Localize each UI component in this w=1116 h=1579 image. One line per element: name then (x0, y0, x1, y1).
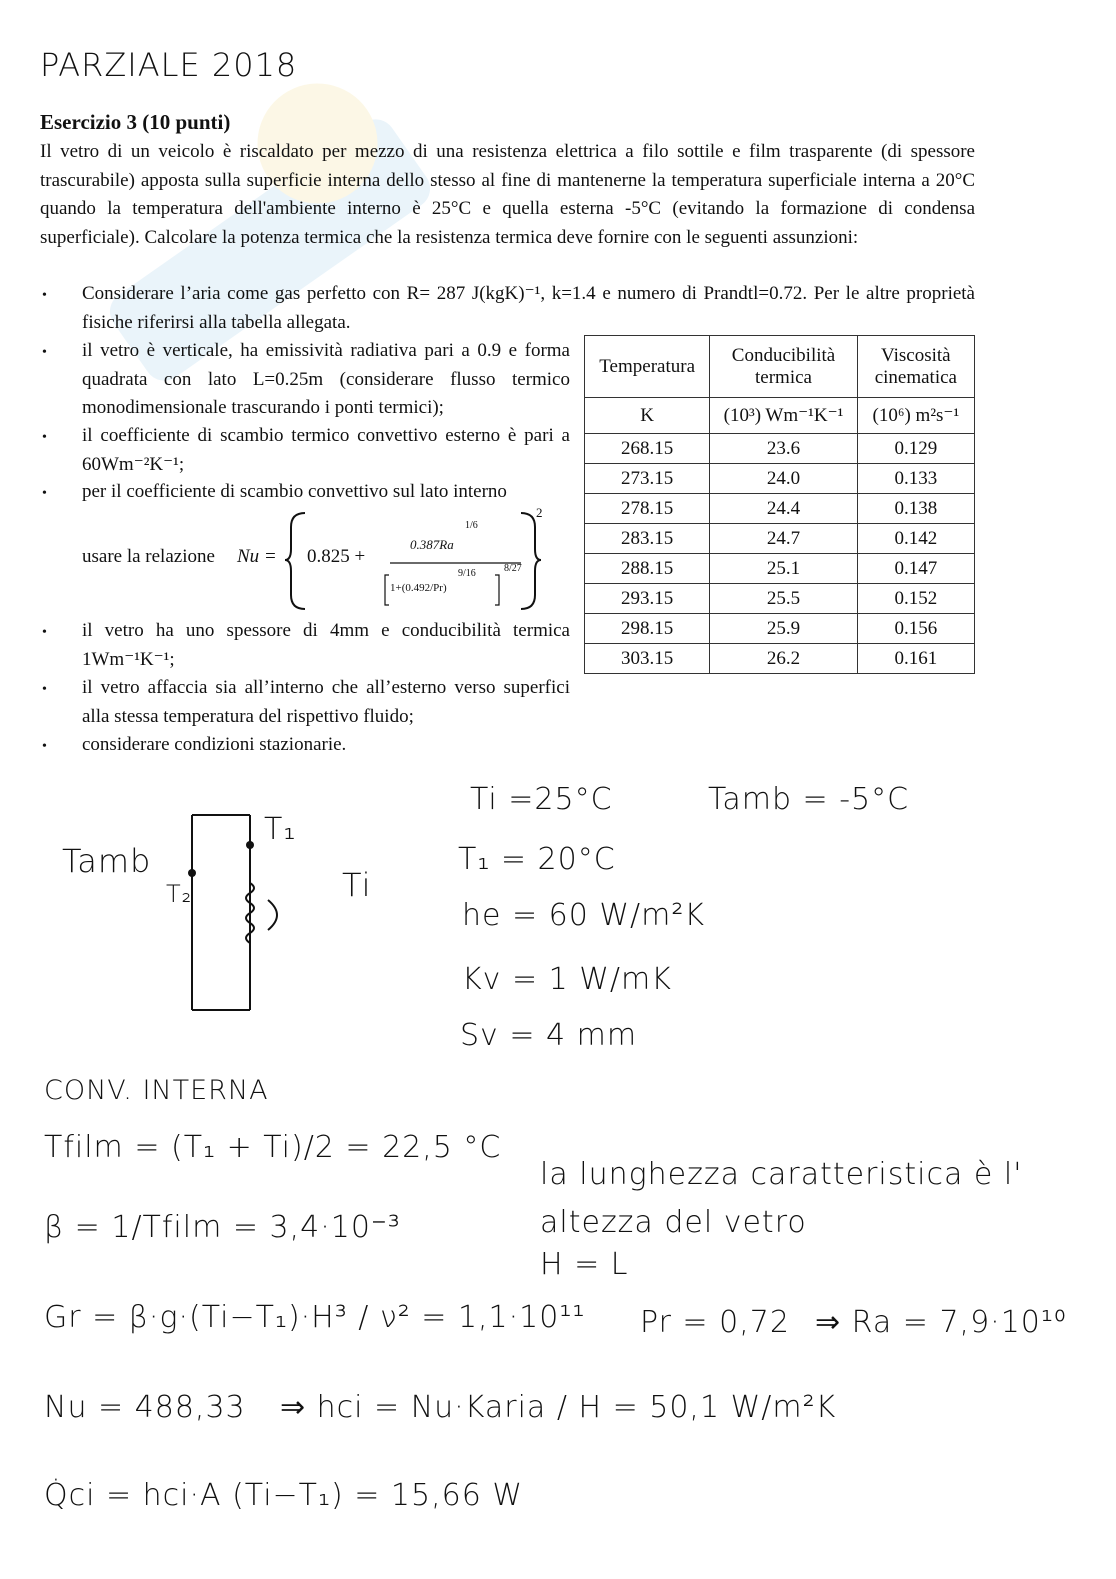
bullet-7: considerare condizioni stazionarie. (82, 734, 347, 755)
sketch-label-ti: Ti (342, 866, 372, 904)
note-he: he = 60 W/m²K (462, 898, 706, 933)
table-cell: 23.6 (710, 434, 857, 464)
bullet-icon: • (42, 345, 47, 360)
note-kv: Kv = 1 W/mK (462, 962, 672, 997)
bullet-icon: • (42, 625, 47, 640)
table-cell: 24.7 (710, 524, 857, 554)
note-sv: Sv = 4 mm (460, 1018, 638, 1053)
table-unit: (10⁶) m²s⁻¹ (857, 398, 974, 434)
table-cell: 0.142 (857, 524, 974, 554)
bullet-icon: • (42, 430, 47, 445)
table-cell: 0.138 (857, 494, 974, 524)
formula-lead: usare la relazione (82, 546, 215, 567)
table-header: Viscosità cinematica (857, 336, 974, 398)
table-cell: 293.15 (585, 584, 710, 614)
bullet-icon: • (42, 288, 47, 303)
exercise-intro: Il vetro di un veicolo è riscaldato per mezzo di una resistenza elettrica a filo sottile e film trasparente (di spessore trascurabile) apposta sulla superficie interna dello stesso al fine di mantenerne la temperatura superficiale interna a 20°C quando la temperatura dell'ambiente interno è 25°C e quella esterna -5°C (evitando la formazione di condensa superficiale). Calcolare la potenza termica che la resistenza termica deve fornire con le seguenti assunzioni: (40, 141, 975, 248)
table-cell: 0.133 (857, 464, 974, 494)
bullet-icon: • (42, 682, 47, 697)
bullet-2: il vetro è verticale, ha emissività radiativa pari a 0.9 e forma quadrata con lato L=0.25m (considerare flusso termico monodimensionale trascurando i ponti termici); (82, 340, 570, 418)
formula-exp-outer: 2 (536, 505, 543, 520)
calc-gr: Gr = β·g·(Ti−T₁)·H³ / ν² = 1,1·10¹¹ (44, 1300, 586, 1335)
table-cell: 25.1 (710, 554, 857, 584)
formula-exp-num: 1/6 (465, 520, 478, 531)
table-unit: K (585, 398, 710, 434)
bullet-4: per il coefficiente di scambio convettivo sul lato interno (82, 481, 507, 502)
table-unit: (10³) Wm⁻¹K⁻¹ (710, 398, 857, 434)
calc-tfilm: Tfilm = (T₁ + Ti)/2 = 22,5 °C (44, 1130, 502, 1165)
bullet-6: il vetro affaccia sia all’interno che all’esterno verso superfici alla stessa temperatura del rispettivo fluido; (82, 677, 570, 727)
calc-beta: β = 1/Tfilm = 3,4·10⁻³ (44, 1210, 401, 1245)
bullet-5: il vetro ha uno spessore di 4mm e conducibilità termica 1Wm⁻¹K⁻¹; (82, 620, 570, 670)
table-cell: 0.147 (857, 554, 974, 584)
formula-nu: Nu = (237, 546, 277, 567)
sketch-label-t2: T₂ (166, 880, 193, 908)
sketch-label-t1: T₁ (264, 812, 297, 847)
page-title: PARZIALE 2018 (40, 46, 298, 84)
table-header: Conducibilità termica (710, 336, 857, 398)
formula-numerator: 0.387Ra (410, 537, 454, 552)
table-cell: 0.161 (857, 644, 974, 674)
calc-pr: Pr = 0,72 (640, 1305, 790, 1340)
calc-ra: ⇒ Ra = 7,9·10¹⁰ (815, 1305, 1067, 1340)
table-cell: 273.15 (585, 464, 710, 494)
formula-const: 0.825 + (307, 546, 366, 567)
table-cell: 288.15 (585, 554, 710, 584)
note-line-2: altezza del vetro (540, 1205, 807, 1240)
bullet-icon: • (42, 486, 47, 501)
table-cell: 268.15 (585, 434, 710, 464)
table-cell: 0.129 (857, 434, 974, 464)
note-t1: T₁ = 20°C (458, 842, 616, 877)
table-cell: 26.2 (710, 644, 857, 674)
table-cell: 25.5 (710, 584, 857, 614)
note-ti: Ti =25°C (470, 782, 613, 817)
calc-nu: Nu = 488,33 (44, 1390, 246, 1425)
table-cell: 278.15 (585, 494, 710, 524)
note-tamb: Tamb = -5°C (708, 782, 910, 817)
sketch-label-tamb: Tamb (62, 842, 152, 880)
calc-qci: Q̇ci = hci·A (Ti−T₁) = 15,66 W (44, 1478, 524, 1513)
formula-exp-den: 8/27 (504, 563, 522, 574)
table-cell: 0.156 (857, 614, 974, 644)
table-header: Temperatura (585, 336, 710, 398)
formula-exp-inner: 9/16 (458, 568, 476, 579)
note-line-3: H = L (540, 1247, 629, 1282)
table-cell: 25.9 (710, 614, 857, 644)
calc-hci: ⇒ hci = Nu·Karia / H = 50,1 W/m²K (280, 1390, 837, 1425)
exercise-heading: Esercizio 3 (10 punti) (40, 110, 231, 134)
table-cell: 283.15 (585, 524, 710, 554)
table-cell: 0.152 (857, 584, 974, 614)
note-line-1: la lunghezza caratteristica è l' (540, 1157, 1023, 1192)
table-cell: 298.15 (585, 614, 710, 644)
table-cell: 24.4 (710, 494, 857, 524)
bullet-1: Considerare l’aria come gas perfetto con R= 287 J(kgK)⁻¹, k=1.4 e numero di Prandtl=0.72. Per le altre proprietà fisiche riferirsi alla tabella allegata. (82, 283, 975, 333)
table-cell: 24.0 (710, 464, 857, 494)
properties-table (584, 335, 975, 674)
formula-denominator: 1+(0.492/Pr) (390, 582, 447, 594)
table-cell: 303.15 (585, 644, 710, 674)
bullet-icon: • (42, 739, 47, 754)
section-conv-interna: CONV. INTERNA (44, 1075, 269, 1106)
bullet-3: il coefficiente di scambio termico convettivo esterno è pari a 60Wm⁻²K⁻¹; (82, 425, 570, 475)
